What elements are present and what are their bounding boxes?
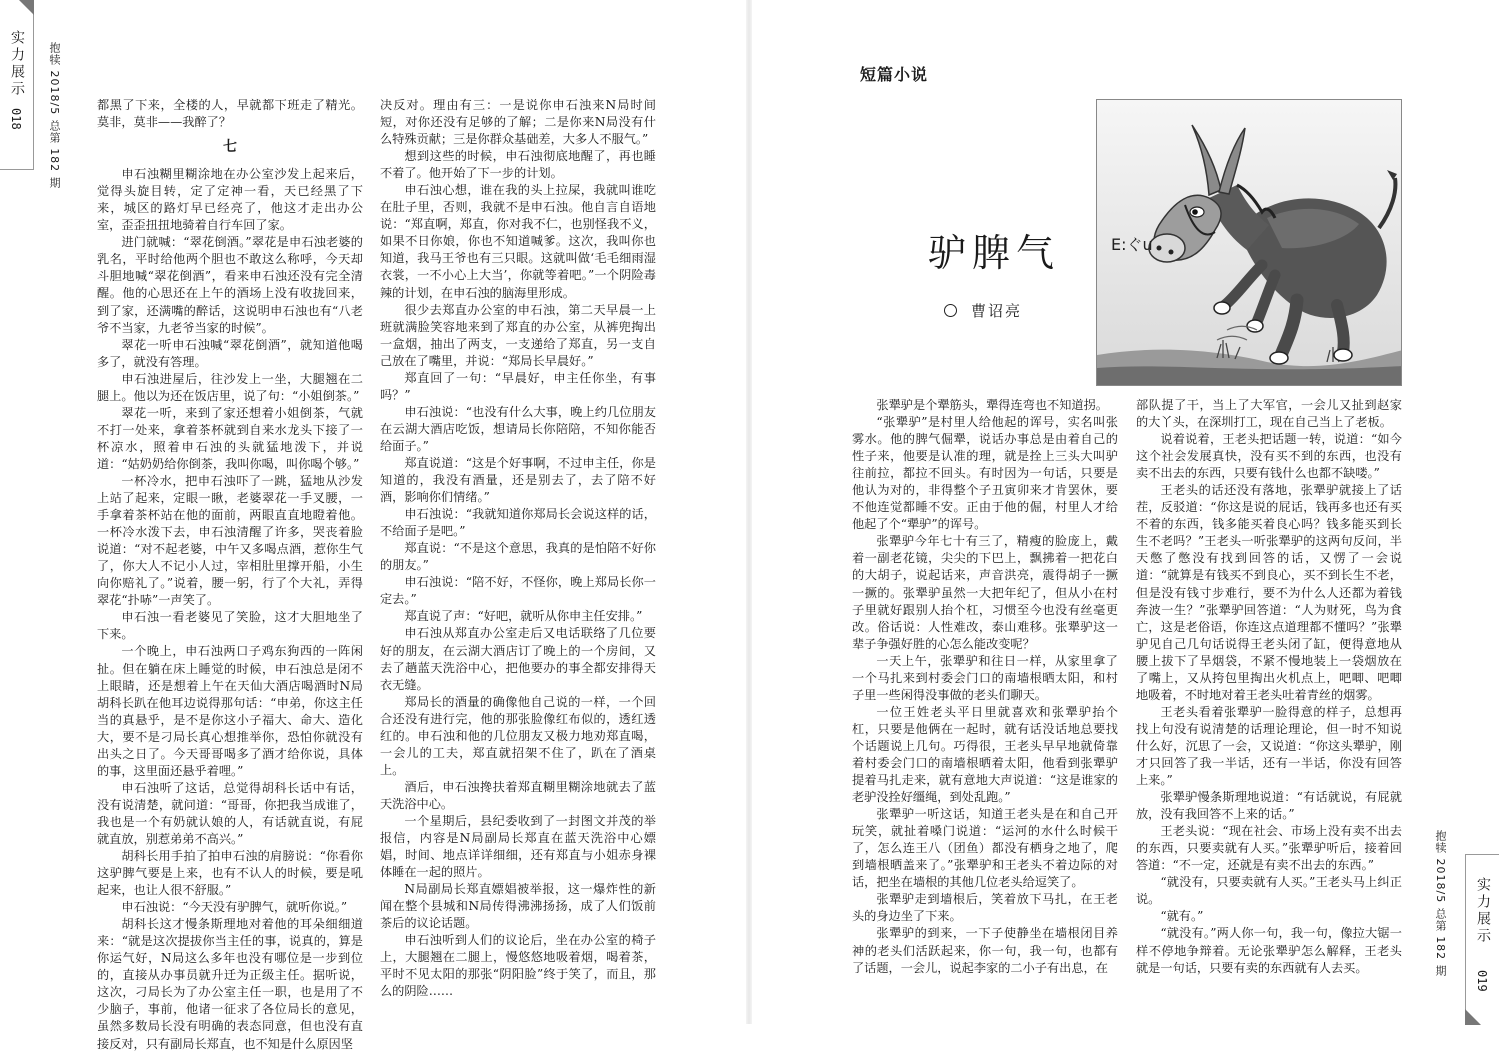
paragraph: 郑直说道：“这是个好事啊，不过申主任，你是知道的，我没有酒量，还是别去了，去了陪不好酒，影响你们情绪。” — [380, 455, 656, 505]
paragraph: 说着说着，王老头把话题一转，说道：“如今这个社会发展真快，没有买不到的东西，也没有卖不出去的东西，只要有钱什么也都不缺喽。” — [1136, 432, 1402, 481]
left-column-1 — [97, 97, 363, 1053]
tab-corner-mark — [1465, 1009, 1481, 1025]
section-label: 短篇小说 — [860, 65, 929, 84]
paragraph: 胡科长用手拍了拍申石浊的肩膀说：“你看你这驴脾气要是上来，也有不认人的时候，要是吼起来，也让人很不舒服。” — [97, 849, 363, 898]
right-issue-info: 抱犊 2018/5 总第 182 期 — [1434, 830, 1447, 977]
page-gutter — [746, 0, 752, 1024]
paragraph: 翠花一听，来到了家还想着小姐倒茶，气就不打一处来，拿着茶杯就到自来水龙头下接了一杯凉水，照着申石浊的头就猛地泼下，并说道：“姑奶奶给你倒茶，我叫你喝，叫你喝个够。” — [97, 405, 363, 471]
paragraph: 郑局长的酒量的确像他自己说的一样，一个回合还没有进行完，他的那张脸像红布似的，透红透红的。申石浊和他的几位朋友又极力地劝郑直喝，一会儿的工夫，郑直就招架不住了，趴在了酒桌上。 — [380, 694, 656, 777]
paragraph: 申石浊听到人们的议论后，坐在办公室的椅子上，大腿翘在二腿上，慢悠悠地吸着烟，喝着茶，平时不见太阳的那张“阴阳脸”终于笑了，而且，那么的阴险…… — [380, 933, 656, 999]
left-tab-label: 实力展示 — [9, 30, 25, 98]
paragraph: 申石浊心想，谁在我的头上拉屎，我就叫谁吃在肚子里，否则，我就不是申石浊。他自言自语地说：“郑直啊，郑直，你对我不仁，也别怪我不义，如果不日你娘，你也不知道喊爹。这次，我叫你也知道，我马王爷也有三只眼。这就叫做‘毛毛细雨湿衣裳，一不小心上大当’，你就等着吧。”一个阴险毒辣的计划，在申石浊的脑海里形成。 — [380, 183, 656, 300]
paragraph: 翠花一听申石浊喊“翠花倒酒”，就知道他喝多了，就没有答理。 — [97, 337, 363, 369]
paragraph: “张犟驴”是村里人给他起的诨号，实名叫张雾水。他的脾气倔犟，说话办事总是由着自己的性子来，他要是认准的理，就是拴上三头大叫驴往前拉，都拉不回头。有时因为一句话，只要是他认为对的，非得整个子丑寅卯来才肯罢休，要不他连觉都睡不安。正由于他的倔，村里人才给他起了个“犟驴”的诨号。 — [852, 415, 1118, 532]
paragraph: 酒后，申石浊搀扶着郑直糊里糊涂地就去了蓝天洗浴中心。 — [380, 779, 656, 811]
left-issue-info: 抱犊 2018/5 总第 182 期 — [48, 42, 61, 189]
left-page-number: 018 — [9, 108, 23, 130]
paragraph: 郑直说：“不是这个意思，我真的是怕陪不好你的朋友。” — [380, 541, 656, 573]
paragraph: 很少去郑直办公室的申石浊，第二天早晨一上班就满脸笑容地来到了郑直的办公室，从裤兜掏出一盒烟，抽出了两支，一支递给了郑直，另一支自己放在了嘴里，并说：“郑局长早晨好。” — [380, 302, 656, 368]
author-name: 曹诏亮 — [971, 302, 1023, 320]
paragraph: 王老头看着张犟驴一脸得意的样子，总想再找上句没有说清楚的话理论理论，但一时不知说什么好，沉思了一会，又说道：“你这头犟驴，刚才只回答了我一半话，还有一半话，你没有回答上来。” — [1136, 704, 1402, 788]
right-column-1 — [852, 397, 1118, 977]
paragraph: “就有。” — [1160, 909, 1204, 924]
paragraph: 申石浊进屋后，往沙发上一坐，大腿翘在二腿上。他以为还在饭店里，说了句：“小姐倒茶。” — [97, 371, 363, 403]
paragraph: 张犟驴慢条斯理地说道：“有话就说，有屁就放，没有我回答不上来的话。” — [1136, 790, 1402, 822]
paragraph: 申石浊说：“今天没有驴脾气，就听你说。” — [121, 900, 348, 915]
story-title: 驴脾气 — [928, 231, 1061, 275]
paragraph: 胡科长这才慢条斯理地对着他的耳朵细细道来：“就是这次提拔你当主任的事，说真的，算是你运气好，N局这么多年也没有哪位是一步到位的，直接从办事员就升迁为正级主任。据听说，这次，刁局长为了办公室主任一职，也是用了不少脑子，事前，他诸一征求了各位局长的意见，虽然多数局长没有明确的表态同意，但也没有直接反对，只有副局长郑直，也不知是什么原因坚 — [97, 917, 363, 1051]
paragraph: 一天上午，张犟驴和往日一样，从家里拿了一个马扎来到村委会门口的南墙根晒太阳，和村子里一些闲得没事做的老头们聊天。 — [852, 653, 1118, 702]
paragraph: 郑直说了声：“好吧，就听从你申主任安排。” — [404, 609, 643, 624]
paragraph: 申石浊糊里糊涂地在办公室沙发上起来后，觉得头旋目转，定了定神一看，天已经黑了下来，城区的路灯早已经亮了，他这才走出办公室，歪歪扭扭地骑着自行车回了家。 — [97, 167, 363, 233]
right-tab-label: 实力展示 — [1475, 877, 1491, 945]
left-column-2 — [380, 97, 656, 1000]
tab-corner-mark — [18, 0, 34, 15]
paragraph: 一杯冷水，把申石浊吓了一跳，猛地从沙发上站了起来，定眼一瞅，老婆翠花一手叉腰，一手拿着茶杯站在他的面前，两眼直直地瞪着他。一杯冷水泼下去，申石浊清醒了许多，哭丧着脸说道：“对不起老婆，中午又多喝点酒，惹你生气了，你大人不记小人过，宰相肚里撑开船，小生向你赔礼了。”说着，腰一躬，行了个大礼，弄得翠花“扑哧”一声笑了。 — [97, 473, 363, 608]
donkey-illustration — [1096, 99, 1402, 386]
paragraph: 一个星期后，县纪委收到了一封图文并茂的举报信，内容是N局副局长郑直在蓝天洗浴中心嫖娼，时间、地点详详细细，还有郑直与小姐赤身裸体睡在一起的照片。 — [380, 813, 656, 880]
paragraph: 想到这些的时候，申石浊彻底地醒了，再也睡不着了。他开始了下一步的计划。 — [380, 149, 656, 181]
paragraph: 决反对。理由有三：一是说你申石浊来N局时间短，对你还没有足够的了解；二是你来N局没有什么特殊贡献；三是你群众基础差，大多人不服气。” — [380, 98, 656, 147]
paragraph: 申石浊听了这话，总觉得胡科长话中有话，没有说清楚，就问道：“哥哥，你把我当成谁了，我也是一个有奶就认娘的人，有话就直说，有屁就直放，别惹弟弟不高兴。” — [97, 780, 363, 846]
circle-bullet-icon — [944, 304, 957, 317]
right-page-number: 019 — [1475, 970, 1489, 992]
paragraph: 王老头的话还没有落地，张犟驴就接上了话茬，反驳道：“你这是说的屁话，钱再多也还有买不着的东西，钱多能买着良心吗？钱多能买到长生不老吗？”王老头一听张犟驴的这两句反问，半天憋了憋没有找到回答的话，又愣了一会说道：“就算是有钱买不到良心，买不到长生不老，但是没有钱寸步难行，要不为什么人还都为着钱奔波一生？”张犟驴回答道：“人为财死，鸟为食亡，这是老俗语，你连这点道理都不懂吗？”张犟驴见自己几句话说得王老头闭了缸，便得意地从腰上拔下了旱烟袋，不紧不慢地装上一袋烟放在了嘴上，又从挎包里掏出火机点上，吧唧、吧唧地吸着，不时地对着王老头吐着青丝的烟雾。 — [1136, 483, 1402, 702]
paragraph: 申石浊从郑直办公室走后又电话联络了几位要好的朋友，在云湖大酒店订了晚上的一个房间，又去了趟蓝天洗浴中心，把他要办的事全都安排得天衣无缝。 — [380, 626, 656, 692]
paragraph: 申石浊说：“我就知道你郑局长会说这样的话，不给面子是吧。” — [380, 507, 656, 539]
paragraph: 一位王姓老头平日里就喜欢和张犟驴抬个杠，只要是他俩在一起时，就有话没话地总要找个话题说上几句。巧得很，王老头早早地就倚靠着村委会门口的南墙根晒着太阳，他看到张犟驴提着马扎走来，就有意地大声说道：“这是谁家的老驴没拴好缰绳，到处乱跑。” — [852, 704, 1118, 805]
paragraph: 张犟驴是个犟筋头，犟得连弯也不知道拐。 — [876, 398, 1108, 412]
paragraph: 张犟驴的到来，一下子使静坐在墙根闭目养神的老头们活跃起来，你一句，我一句，也都有了话题，一会儿，说起李家的二小子有出息，在 — [852, 926, 1118, 975]
paragraph: 张犟驴走到墙根后，笑着放下马扎，在王老头的身边坐了下来。 — [852, 892, 1118, 924]
left-section-tab — [0, 0, 34, 170]
paragraph: 申石浊一看老婆见了笑脸，这才大胆地坐了下来。 — [97, 610, 363, 642]
paragraph: 张犟驴今年七十有三了，精瘦的脸庞上，戴着一副老花镜，尖尖的下巴上，飘拂着一把花白的大胡子，说起话来，声音洪亮，震得胡子一撅一撅的。张犟驴虽然一大把年纪了，但从小在村子里就好跟别人抬个杠，习惯至今也没有丝毫更改。俗话说：人性难改，泰山难移。张犟驴这一辈子争强好胜的心怎么能改变呢？ — [852, 534, 1118, 651]
paragraph: 张犟驴一听这话，知道王老头是在和自己开玩笑，就扯着嗓门说道：“运河的水什么时候干了，怎么连王八（团鱼）都没有栖身之地了，爬到墙根晒盖来了。”张犟驴和王老头不着边际的对话，把坐在墙根的其他几位老头给逗笑了。 — [852, 807, 1118, 890]
paragraph: 王老头说：“现在社会、市场上没有卖不出去的东西，只要卖就有人买。”张犟驴听后，接着回答道：“不一定，还就是有卖不出去的东西。” — [1136, 824, 1402, 873]
right-column-2 — [1136, 397, 1402, 977]
paragraph: “就没有，只要卖就有人买。”王老头马上纠正说。 — [1136, 875, 1402, 907]
paragraph: 郑直回了一句：“早晨好，申主任你坐，有事吗？” — [380, 370, 656, 402]
paragraph: N局副局长郑直嫖娼被举报，这一爆炸性的新闻在整个县城和N局传得沸沸扬扬，成了人们饭前茶后的议论话题。 — [380, 882, 656, 931]
right-section-tab — [1465, 854, 1499, 1024]
illustration-scribble: E:ぐu — [1111, 235, 1153, 254]
paragraph: 进门就喊：“翠花倒酒。”翠花是申石浊老婆的乳名，平时给他两个胆也不敢这么称呼，今天却斗胆地喊“翠花倒酒”，看来申石浊还没有完全清醒。他的心思还在上午的酒场上没有收拢回来，到了家，还满嘴的醉话，这说明申石浊也有“八老爷不当家，九老爷当家的时候”。 — [97, 235, 363, 335]
paragraph: 部队提了干，当上了大军官，一会儿又扯到赵家的大丫头，在深圳打工，现在自己当上了老板。 — [1136, 398, 1402, 430]
paragraph: 申石浊说：“也没有什么大事，晚上约几位朋友在云湖大酒店吃饭，想请局长你陪陪，不知你能否给面子。” — [380, 404, 656, 453]
paragraph: 都黑了下来，全楼的人，早就都下班走了精光。莫非，莫非——我醉了？ — [97, 98, 363, 130]
paragraph: 一个晚上，申石浊两口子鸡东狗西的一阵闲扯。但在躺在床上睡觉的时候，申石浊总是闭不上眼睛，还是想着上午在天仙大酒店喝酒时N局胡科长趴在他耳边说得那句话：“申弟，你这主任当的真悬乎，是不是你这小子福大、命大、造化大，要不是刁局长真心想推举你，恐怕你就没有出头之日了。今天哥哥喝多了酒才给你说，具体的事，这里面还悬乎着哩。” — [97, 644, 363, 778]
paragraph: 申石浊说：“陪不好，不怪你，晚上郑局长你一定去。” — [380, 575, 656, 607]
chapter-heading: 七 — [223, 139, 237, 156]
paragraph: “就没有。”两人你一句，我一句，像拉大锯一样不停地争辩着。无论张犟驴怎么解释，王老头就是一句话，只要有卖的东西就有人去买。 — [1136, 926, 1402, 975]
author-line — [944, 300, 1022, 321]
